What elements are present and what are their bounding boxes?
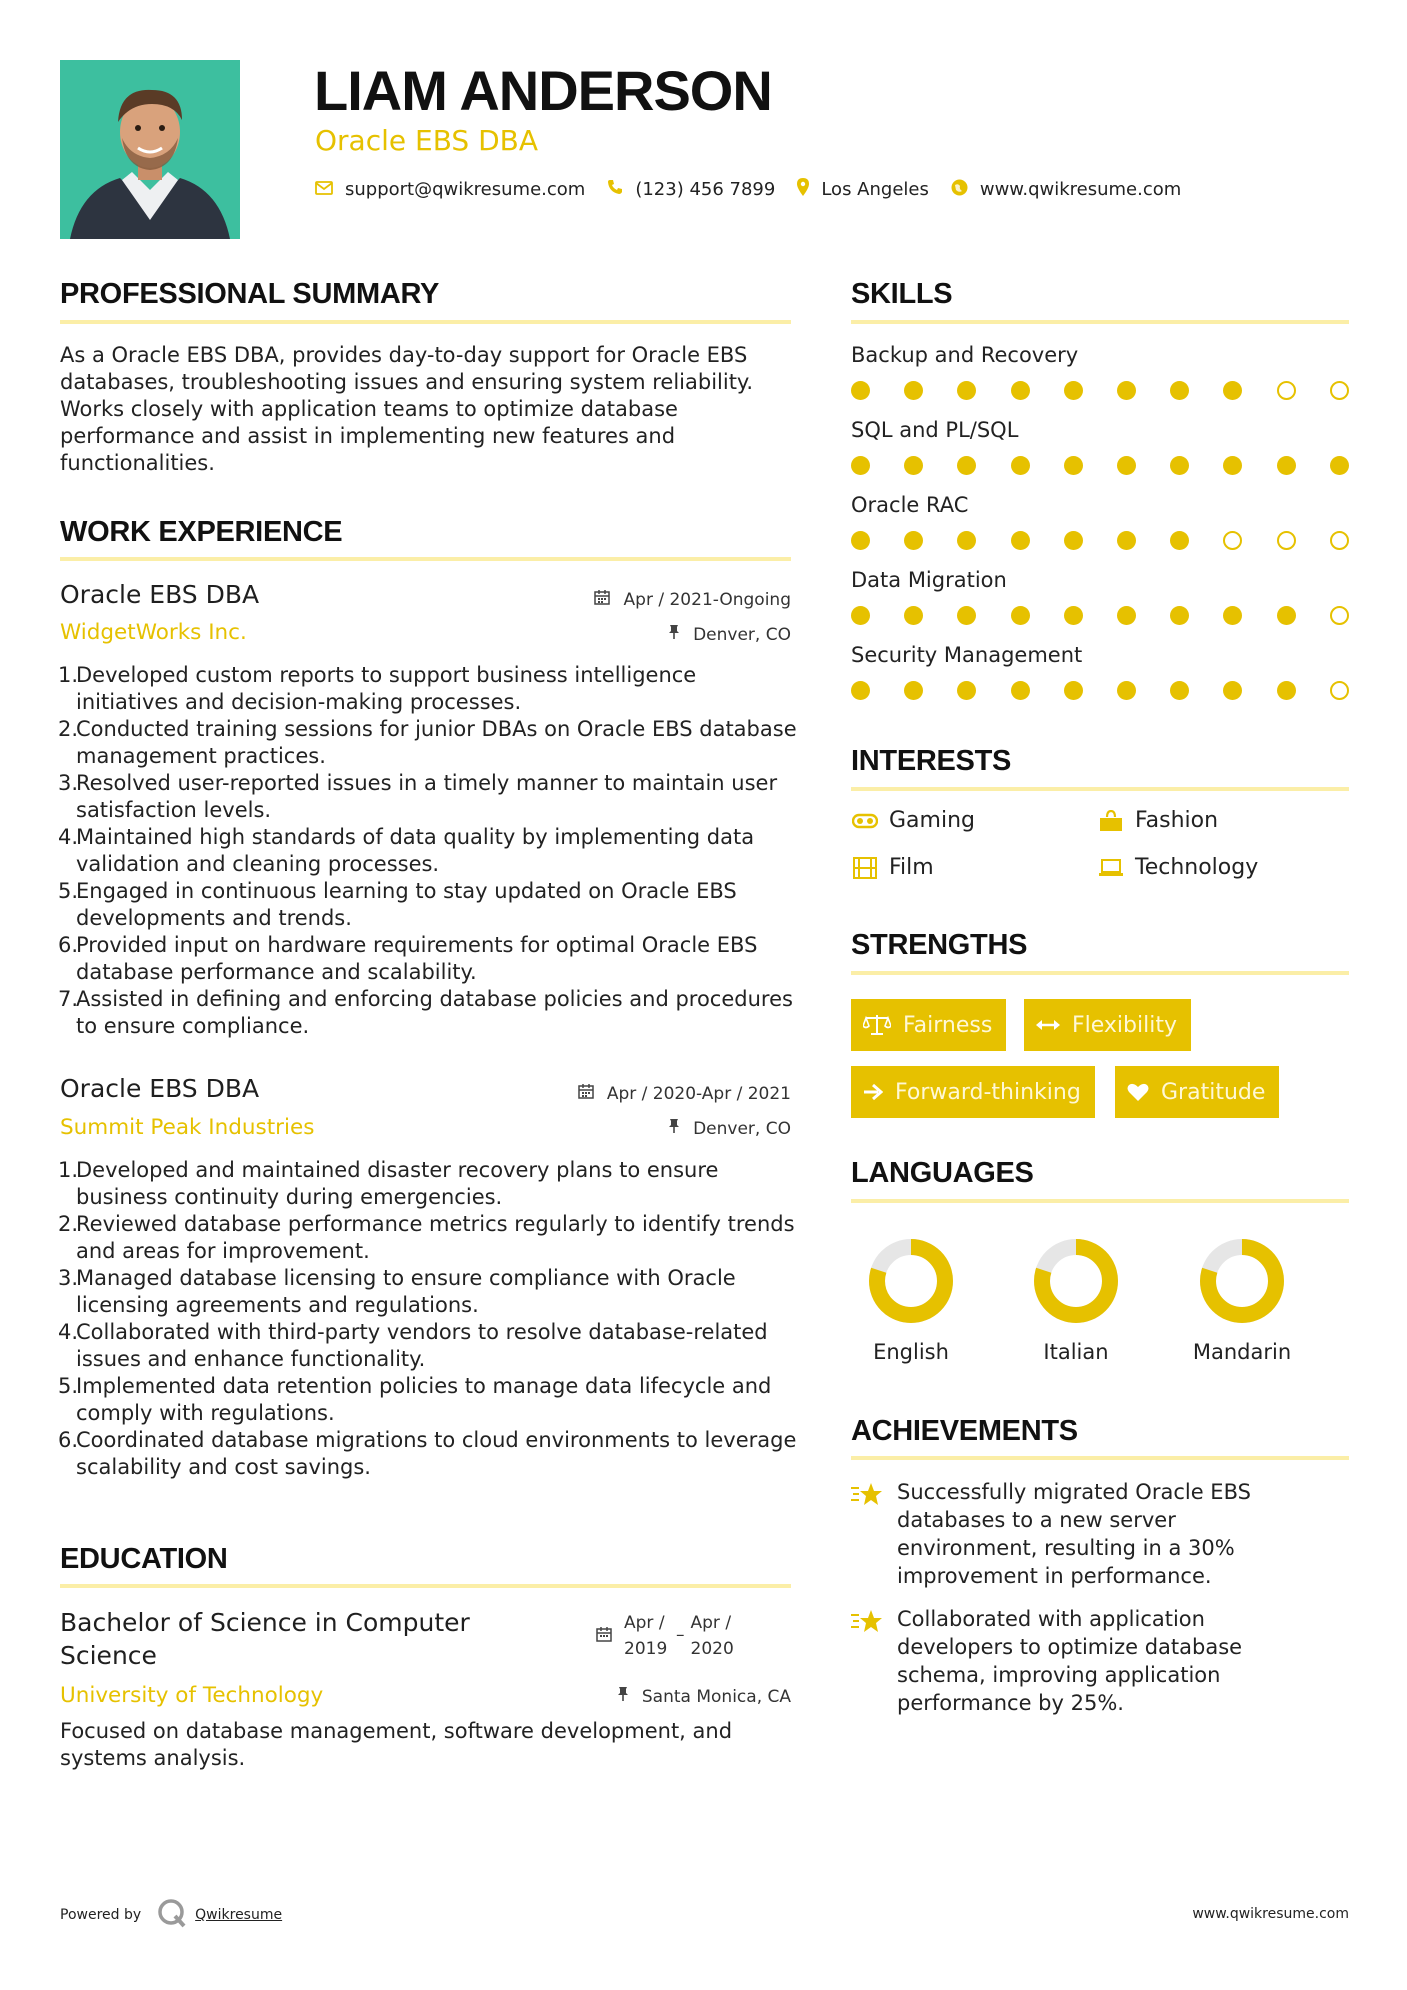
phone-icon xyxy=(607,179,623,200)
skill-name: Oracle RAC xyxy=(851,493,969,517)
calendar-icon xyxy=(596,1610,612,1662)
list-item-text: Coordinated database migrations to cloud environments to leverage scalability and cost savings. xyxy=(76,1428,797,1479)
language-donut xyxy=(1197,1236,1287,1326)
skill-dot-filled xyxy=(957,531,976,550)
contact-location: Los Angeles xyxy=(821,179,929,200)
skills-title: SKILLS xyxy=(851,278,953,310)
list-item-text: Conducted training sessions for junior DBAs on Oracle EBS database management practices. xyxy=(76,717,797,768)
skill-dot-filled xyxy=(1277,606,1296,625)
skill-dot-empty xyxy=(1330,531,1349,550)
education-dates xyxy=(596,1610,739,1662)
interest-label: Technology xyxy=(1135,855,1259,880)
language-item xyxy=(1177,1236,1307,1364)
skill-dot-filled xyxy=(1064,456,1083,475)
achievement-item xyxy=(851,1478,1281,1590)
list-item-text: Implemented data retention policies to manage data lifecycle and comply with regulations. xyxy=(76,1374,772,1425)
job-location-text: Denver, CO xyxy=(693,625,791,645)
arrow-right-icon xyxy=(863,1083,883,1101)
education-location xyxy=(617,1686,791,1707)
qwikresume-logo-icon xyxy=(157,1898,187,1932)
language-name: Italian xyxy=(1043,1340,1109,1364)
skill-name: Backup and Recovery xyxy=(851,343,1079,367)
skill-dot-filled xyxy=(1011,606,1030,625)
skill-name: Security Management xyxy=(851,643,1083,667)
list-item: 6. Provided input on hardware requirements for optimal Oracle EBS database performance and scalability. xyxy=(58,932,798,986)
skill-dot-filled xyxy=(1170,606,1189,625)
languages-divider xyxy=(851,1199,1349,1203)
list-item: 4. Maintained high standards of data quality by implementing data validation and cleaning processes. xyxy=(58,824,798,878)
contact-phone[interactable]: (123) 456 7899 xyxy=(635,179,776,200)
skill-dot-filled xyxy=(1117,531,1136,550)
date-separator: – xyxy=(676,1625,685,1645)
education-start: Apr / 2019 xyxy=(624,1613,668,1659)
education-description: Focused on database management, software development, and systems analysis. xyxy=(60,1719,733,1770)
achievement-text: Successfully migrated Oracle EBS databases to a new server environment, resulting in a 30% improvement in performance. xyxy=(897,1480,1251,1588)
interest-item xyxy=(1097,855,1258,880)
list-item-text: Managed database licensing to ensure compliance with Oracle licensing agreements and regulations. xyxy=(76,1266,736,1317)
job-responsibilities xyxy=(58,662,798,1040)
language-name: Mandarin xyxy=(1192,1340,1292,1364)
summary-text: As a Oracle EBS DBA, provides day-to-day support for Oracle EBS databases, troubleshooting issues and ensuring system reliability. Works closely with application teams to optimize database performance and assist in implementing new features and functionalities. xyxy=(60,343,754,475)
school-name: University of Technology xyxy=(60,1683,324,1708)
skill-name: Data Migration xyxy=(851,568,1007,592)
skill-dot-filled xyxy=(1011,456,1030,475)
skill-dot-filled xyxy=(851,456,870,475)
interest-label: Fashion xyxy=(1135,808,1219,833)
footer-powered-by xyxy=(60,1898,282,1932)
languages-title: LANGUAGES xyxy=(851,1157,1034,1189)
job-location xyxy=(668,1118,791,1139)
list-item-text: Developed custom reports to support business intelligence initiatives and decision-making processes. xyxy=(76,663,697,714)
list-item: 2. Reviewed database performance metrics regularly to identify trends and areas for improvement. xyxy=(58,1211,798,1265)
strengths-divider xyxy=(851,971,1349,975)
skill-dot-filled xyxy=(1064,681,1083,700)
strength-badge xyxy=(1115,1066,1279,1118)
job-responsibilities xyxy=(58,1157,798,1481)
list-item-text: Assisted in defining and enforcing database policies and procedures to ensure compliance. xyxy=(76,987,793,1038)
skill-dot-filled xyxy=(1117,681,1136,700)
achievement-text: Collaborated with application developers to optimize database schema, improving application performance by 25%. xyxy=(897,1607,1243,1715)
skill-dot-filled xyxy=(851,606,870,625)
list-item-text: Maintained high standards of data quality by implementing data validation and cleaning processes. xyxy=(76,825,755,876)
experience-title: WORK EXPERIENCE xyxy=(60,516,343,548)
interest-item xyxy=(1097,808,1218,833)
skill-dot-filled xyxy=(957,681,976,700)
education-location-text: Santa Monica, CA xyxy=(641,1687,791,1707)
job-dates-text: Apr / 2021-Ongoing xyxy=(623,590,791,610)
experience-divider xyxy=(60,557,791,561)
skill-dot-filled xyxy=(851,681,870,700)
skill-rating xyxy=(851,681,1349,701)
skill-dot-filled xyxy=(904,531,923,550)
skill-dot-filled xyxy=(1064,381,1083,400)
skill-dot-empty xyxy=(1330,381,1349,400)
balance-scale-icon xyxy=(863,1014,891,1036)
laptop-icon xyxy=(1097,857,1125,879)
skill-dot-empty xyxy=(1277,381,1296,400)
list-item-text: Resolved user-reported issues in a timely manner to maintain user satisfaction levels. xyxy=(76,771,778,822)
list-item: 3. Resolved user-reported issues in a timely manner to maintain user satisfaction levels. xyxy=(58,770,798,824)
strength-label: Fairness xyxy=(903,1012,993,1038)
education-divider xyxy=(60,1584,791,1588)
education-title: EDUCATION xyxy=(60,1543,228,1575)
skill-dot-filled xyxy=(851,531,870,550)
skill-dot-filled xyxy=(1170,681,1189,700)
skill-dot-filled xyxy=(1011,381,1030,400)
skill-dot-filled xyxy=(957,381,976,400)
job-title: Oracle EBS DBA xyxy=(60,580,260,609)
calendar-icon xyxy=(594,590,615,609)
job-dates xyxy=(578,1083,791,1104)
skill-dot-filled xyxy=(904,456,923,475)
arrows-horizontal-icon xyxy=(1036,1019,1060,1031)
skill-dot-empty xyxy=(1330,606,1349,625)
skill-dot-filled xyxy=(1223,681,1242,700)
strength-badge xyxy=(851,999,1006,1051)
list-item: 5. Implemented data retention policies to manage data lifecycle and comply with regulations. xyxy=(58,1373,798,1427)
language-name: English xyxy=(873,1340,949,1364)
skill-dot-filled xyxy=(1223,456,1242,475)
profile-photo xyxy=(60,60,240,239)
skill-dot-filled xyxy=(1170,381,1189,400)
skill-rating xyxy=(851,531,1349,551)
calendar-icon xyxy=(578,1084,599,1103)
list-item: 7. Assisted in defining and enforcing database policies and procedures to ensure compliance. xyxy=(58,986,798,1040)
job-dates-text: Apr / 2020-Apr / 2021 xyxy=(606,1084,791,1104)
list-item-text: Collaborated with third-party vendors to resolve database-related issues and enhance functionality. xyxy=(76,1320,768,1371)
skill-dot-filled xyxy=(904,381,923,400)
degree-title: Bachelor of Science in Computer Science xyxy=(60,1608,470,1670)
list-item: 6. Coordinated database migrations to cloud environments to leverage scalability and cost savings. xyxy=(58,1428,797,1479)
interest-item xyxy=(851,855,934,880)
strength-label: Gratitude xyxy=(1161,1079,1266,1105)
pushpin-icon xyxy=(617,1687,634,1706)
list-item: 1. Developed and maintained disaster recovery plans to ensure business continuity during emergencies. xyxy=(58,1157,798,1211)
list-item-text: Provided input on hardware requirements for optimal Oracle EBS database performance and scalability. xyxy=(76,933,758,984)
list-item: 2. Conducted training sessions for junior DBAs on Oracle EBS database management practices. xyxy=(58,717,797,768)
achievements-title: ACHIEVEMENTS xyxy=(851,1415,1078,1447)
star-icon xyxy=(851,1605,897,1717)
interest-label: Film xyxy=(889,855,934,880)
job-title: Oracle EBS DBA xyxy=(60,1074,260,1103)
skill-rating xyxy=(851,456,1349,476)
achievement-item xyxy=(851,1605,1281,1717)
language-item xyxy=(846,1236,976,1364)
pushpin-icon xyxy=(668,1119,685,1138)
summary-divider xyxy=(60,320,791,324)
film-icon xyxy=(851,857,879,879)
skill-dot-empty xyxy=(1330,681,1349,700)
pushpin-icon xyxy=(668,625,685,644)
list-item: 4. Collaborated with third-party vendors to resolve database-related issues and enhance functionality. xyxy=(58,1319,798,1373)
gamepad-icon xyxy=(851,810,879,832)
skill-dot-filled xyxy=(1170,531,1189,550)
language-donut xyxy=(1031,1236,1121,1326)
skills-divider xyxy=(851,320,1349,324)
skill-rating xyxy=(851,381,1349,401)
shopping-bag-icon xyxy=(1097,810,1125,832)
education-end: Apr / 2020 xyxy=(690,1613,734,1659)
contact-bar xyxy=(315,178,1203,201)
skill-dot-filled xyxy=(1011,531,1030,550)
company-name: WidgetWorks Inc. xyxy=(60,620,247,645)
skill-dot-filled xyxy=(1277,456,1296,475)
list-item: 1. Developed custom reports to support business intelligence initiatives and decision-making processes. xyxy=(58,662,798,716)
globe-icon xyxy=(951,179,968,201)
interests-divider xyxy=(851,787,1349,791)
skill-dot-filled xyxy=(957,606,976,625)
job-location-text: Denver, CO xyxy=(693,1119,791,1139)
skill-dot-filled xyxy=(1064,531,1083,550)
contact-email[interactable]: support@qwikresume.com xyxy=(345,179,586,200)
candidate-name: LIAM ANDERSON xyxy=(314,59,772,122)
strength-label: Flexibility xyxy=(1072,1012,1177,1038)
company-name: Summit Peak Industries xyxy=(60,1115,315,1140)
strength-label: Forward-thinking xyxy=(895,1079,1081,1105)
list-item-text: Reviewed database performance metrics regularly to identify trends and areas for improvement. xyxy=(76,1212,795,1263)
summary-title: PROFESSIONAL SUMMARY xyxy=(60,278,440,310)
skill-dot-empty xyxy=(1277,531,1296,550)
list-item: 5. Engaged in continuous learning to stay updated on Oracle EBS developments and trends. xyxy=(58,878,798,932)
skill-dot-filled xyxy=(1330,456,1349,475)
skill-name: SQL and PL/SQL xyxy=(851,418,1019,442)
skill-dot-filled xyxy=(1117,606,1136,625)
job-dates xyxy=(594,589,791,610)
star-icon xyxy=(851,1478,897,1590)
candidate-role: Oracle EBS DBA xyxy=(315,124,539,157)
job-location xyxy=(668,624,791,645)
interest-label: Gaming xyxy=(889,808,975,833)
interest-item xyxy=(851,808,975,833)
skill-dot-filled xyxy=(1223,381,1242,400)
language-donut xyxy=(866,1236,956,1326)
contact-website[interactable]: www.qwikresume.com xyxy=(979,179,1182,200)
strength-badge xyxy=(1024,999,1191,1051)
footer-site-link[interactable]: www.qwikresume.com xyxy=(1192,1906,1349,1922)
skill-rating xyxy=(851,606,1349,626)
skill-dot-filled xyxy=(1170,456,1189,475)
list-item: 3. Managed database licensing to ensure compliance with Oracle licensing agreements and regulations. xyxy=(58,1265,798,1319)
achievements-divider xyxy=(851,1456,1349,1460)
language-item xyxy=(1011,1236,1141,1364)
skill-dot-filled xyxy=(1011,681,1030,700)
map-pin-icon xyxy=(797,178,809,201)
heart-icon xyxy=(1127,1082,1149,1102)
interests-title: INTERESTS xyxy=(851,745,1012,777)
skill-dot-filled xyxy=(1223,606,1242,625)
skill-dot-filled xyxy=(1117,381,1136,400)
list-item-text: Developed and maintained disaster recovery plans to ensure business continuity during emergencies. xyxy=(76,1158,719,1209)
skill-dot-filled xyxy=(957,456,976,475)
skill-dot-filled xyxy=(1277,681,1296,700)
skill-dot-filled xyxy=(851,381,870,400)
envelope-icon xyxy=(315,179,333,200)
skill-dot-filled xyxy=(1117,456,1136,475)
strength-badge xyxy=(851,1066,1095,1118)
footer-brand-link[interactable]: Qwikresume xyxy=(195,1907,283,1923)
powered-by-label: Powered by xyxy=(60,1907,142,1923)
skill-dot-filled xyxy=(904,681,923,700)
skill-dot-filled xyxy=(1064,606,1083,625)
skill-dot-filled xyxy=(904,606,923,625)
strengths-title: STRENGTHS xyxy=(851,929,1028,961)
list-item-text: Engaged in continuous learning to stay updated on Oracle EBS developments and trends. xyxy=(76,879,737,930)
skill-dot-empty xyxy=(1223,531,1242,550)
